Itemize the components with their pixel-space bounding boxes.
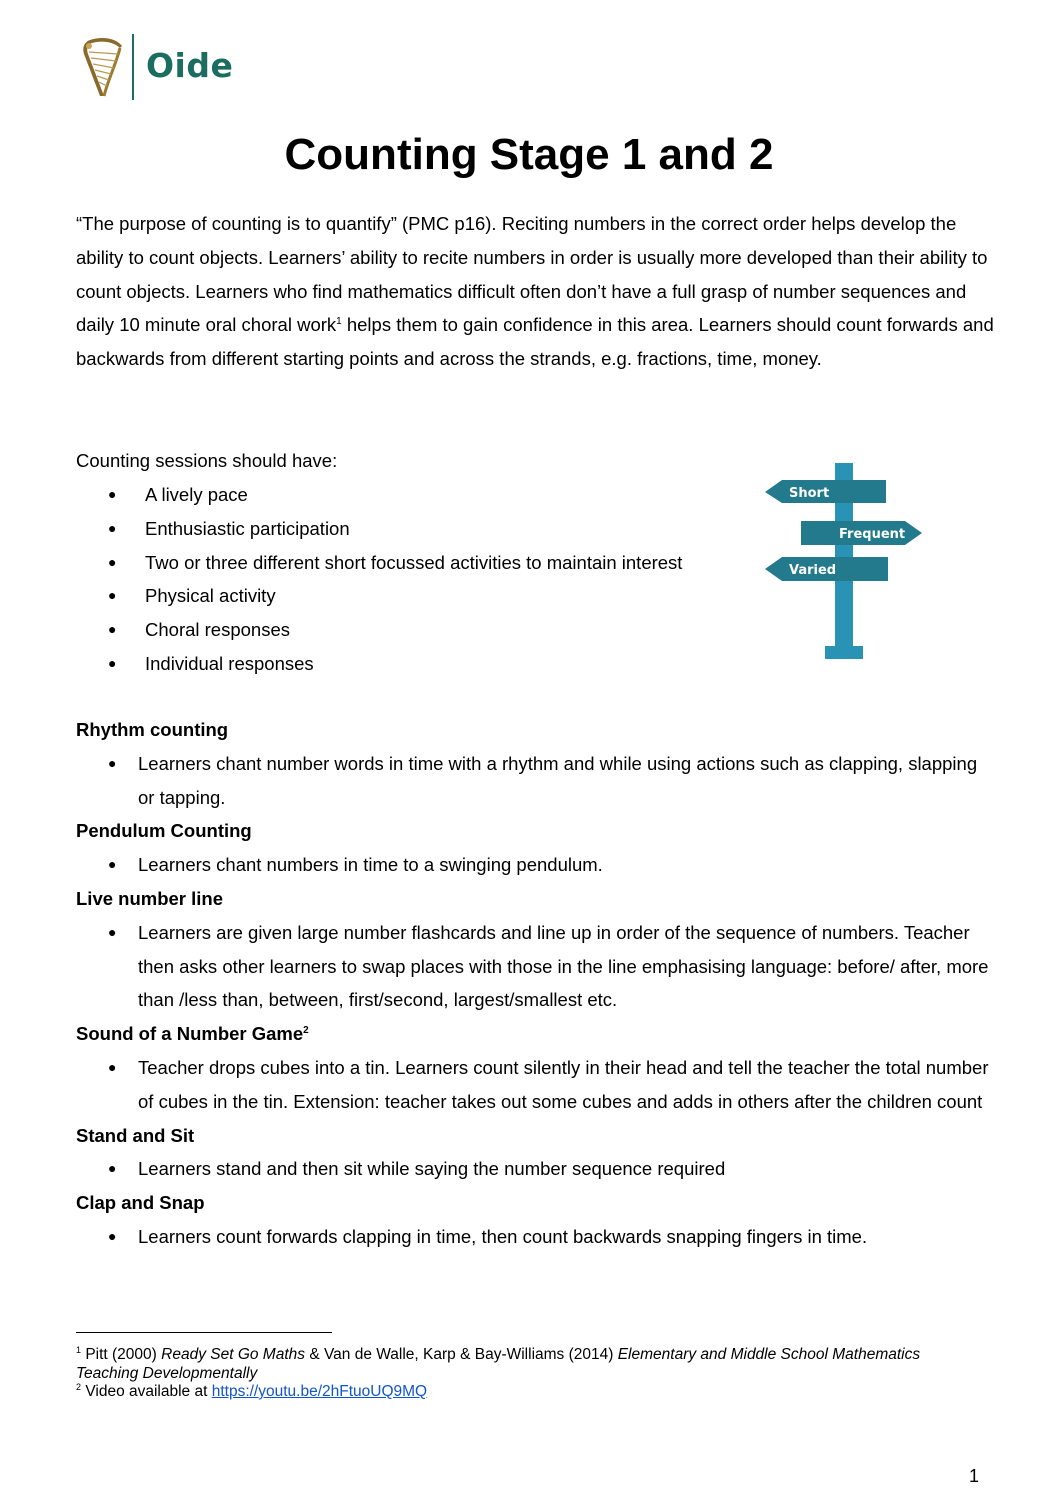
footnote-1: [76, 1346, 956, 1383]
activity-list: [76, 1220, 996, 1254]
sign-short: [765, 480, 886, 503]
activity-title: Live number line: [76, 887, 224, 909]
footnote-book-title: Elementary and Middle School Mathematics Teaching Developmentally: [76, 1346, 921, 1382]
logo-divider: [132, 34, 134, 100]
activity-title: Stand and Sit: [76, 1124, 195, 1146]
sessions-list: [108, 478, 682, 681]
sign-short-label: Short: [789, 486, 830, 501]
sessions-title: Counting sessions should have:: [76, 450, 338, 471]
sign-frequent-label: Frequent: [839, 527, 906, 542]
list-item: ● Learners chant number words in time with a rhythm and while using actions such as clapping, slapping or tapping.: [138, 747, 996, 815]
activity-title-text: Sound of a Number Game: [76, 1023, 304, 1045]
sign-frequent: [801, 521, 922, 545]
footnote-ref-1[interactable]: 1: [336, 316, 342, 328]
footnote-ref-2[interactable]: 2: [303, 1025, 309, 1037]
video-link[interactable]: https://youtu.be/2hFtuoUQ9MQ: [211, 1383, 428, 1400]
list-item: ● Individual responses: [108, 647, 682, 681]
signpost-illustration: [762, 460, 932, 665]
harp-icon: [80, 34, 126, 100]
activity-title: Rhythm counting: [76, 719, 229, 740]
list-item: ● Learners count forwards clapping in time, then count backwards snapping fingers in time.: [138, 1220, 996, 1254]
activity-title: [76, 1017, 996, 1051]
list-item: ● A lively pace: [108, 478, 682, 512]
list-item: ● Physical activity: [108, 579, 682, 613]
activity-list: [76, 1152, 996, 1186]
sign-varied-label: Varied: [789, 563, 837, 578]
footnote-text: Video available at: [81, 1383, 212, 1400]
activity-list: [76, 848, 996, 882]
signpost-base: [825, 646, 863, 659]
footnote-number: 2: [76, 1382, 82, 1392]
intro-text-1: “The purpose of counting is to quantify” (PMC p16). Reciting numbers in the correct order helps develop the ability to count objects. Learners’ ability to recite numbers in order is usually more developed than their ability to count objects. Learners who find mathematics difficult often don’t have a full grasp of number sequences and daily 10 minute oral choral work: [76, 213, 988, 336]
list-item: ● Learners chant numbers in time to a swinging pendulum.: [138, 848, 996, 882]
oide-logo: [80, 34, 250, 100]
footnote-book-title: Ready Set Go Maths: [161, 1346, 306, 1363]
brand-name: Oide: [146, 46, 234, 85]
activities-section: [76, 713, 996, 1254]
page-title: Counting Stage 1 and 2: [284, 130, 774, 179]
list-item: ● Enthusiastic participation: [108, 512, 682, 546]
intro-paragraph: [76, 207, 996, 376]
sign-varied: [765, 557, 888, 581]
footnote-text: Pitt (2000): [81, 1346, 162, 1363]
list-item: ● Two or three different short focussed activities to maintain interest: [108, 546, 682, 580]
footnote-number: 1: [76, 1345, 82, 1355]
footnote-text: & Van de Walle, Karp & Bay-Williams (2014): [305, 1346, 618, 1363]
list-item: ● Learners stand and then sit while saying the number sequence required: [138, 1152, 996, 1186]
intro-text-2: helps them to gain confidence in this area. Learners should count forwards and backwards from different starting points and across the strands, e.g. fractions, time, money.: [76, 314, 994, 370]
activity-title: Clap and Snap: [76, 1192, 205, 1214]
list-item: ● Learners are given large number flashcards and line up in order of the sequence of numbers. Teacher then asks other learners to swap places with those in the line emphasising language: before/ after, more than /less than, between, first/second, largest/smallest etc.: [138, 916, 996, 1017]
footnote-divider: [76, 1332, 332, 1333]
list-item: ● Teacher drops cubes into a tin. Learners count silently in their head and tell the teacher the total number of cubes in the tin. Extension: teacher takes out some cubes and adds in others after the children count: [138, 1051, 996, 1119]
footnote-2: [76, 1383, 956, 1402]
activity-list: [76, 916, 996, 1017]
footnotes: [76, 1346, 956, 1402]
activity-title: Pendulum Counting: [76, 820, 252, 842]
page-number: 1: [969, 1466, 980, 1486]
activity-list: [76, 1051, 996, 1119]
list-item: ● Choral responses: [108, 613, 682, 647]
activity-list: [76, 747, 996, 815]
